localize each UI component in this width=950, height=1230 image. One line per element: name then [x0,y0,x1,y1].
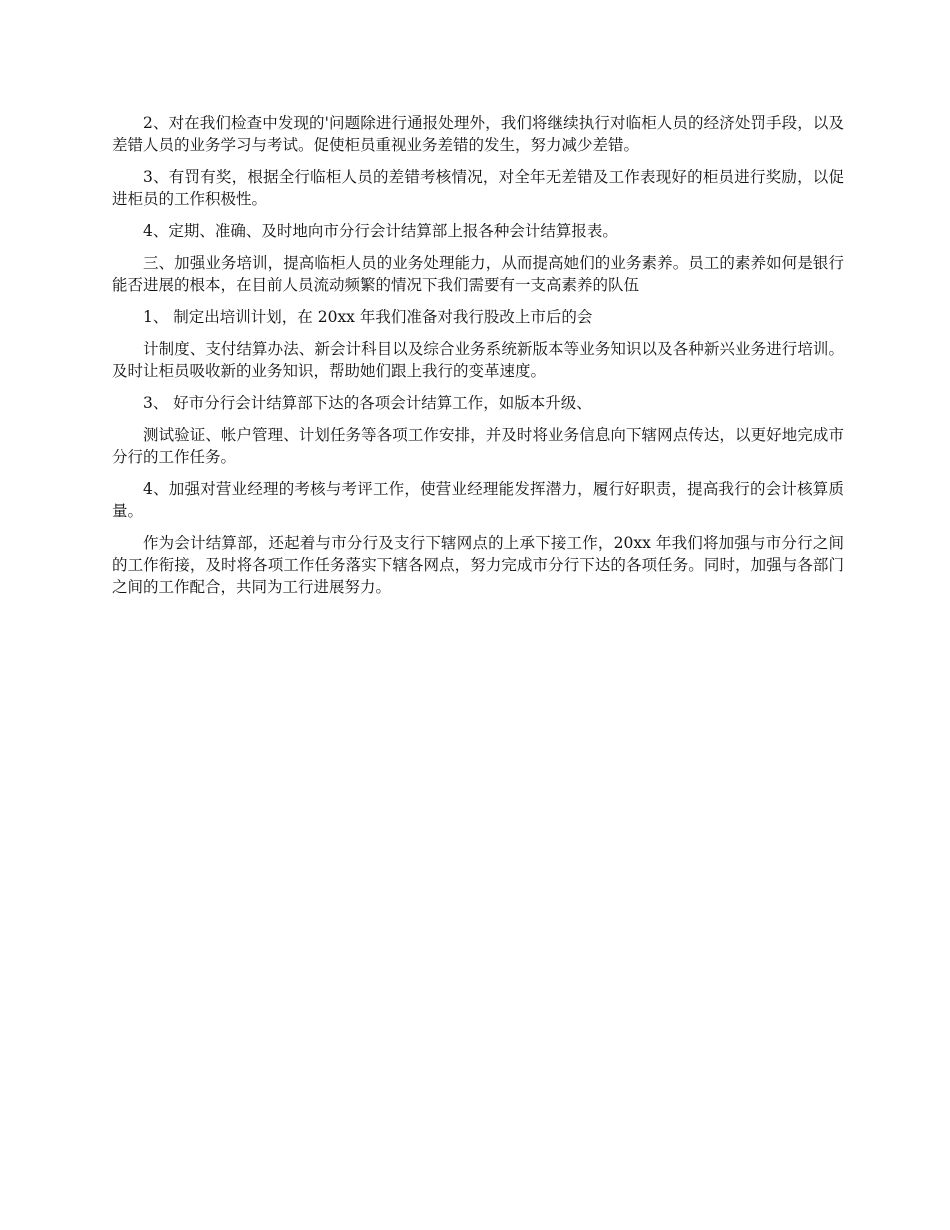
paragraph-6: 计制度、支付结算办法、新会计科目以及综合业务系统新版本等业务知识以及各种新兴业务进行培训。及时让柜员吸收新的业务知识，帮助她们跟上我行的变革速度。 [112,340,844,380]
paragraph-2: 3、有罚有奖，根据全行临柜人员的差错考核情况，对全年无差错及工作表现好的柜员进行奖励，以促进柜员的工作积极性。 [112,168,844,208]
paragraph-1: 2、对在我们检查中发现的'问题除进行通报处理外，我们将继续执行对临柜人员的经济处罚手段，以及差错人员的业务学习与考试。促使柜员重视业务差错的发生，努力减少差错。 [112,114,844,154]
document-page [112,112,844,608]
paragraph-3: 4、定期、准确、及时地向市分行会计结算部上报各种会计结算报表。 [143,222,618,240]
paragraph-5: 1、 制定出培训计划，在 20xx 年我们准备对我行股改上市后的会 [143,308,593,326]
paragraph-4: 三、加强业务培训，提高临柜人员的业务处理能力，从而提高她们的业务素养。员工的素养如何是银行能否进展的根本，在目前人员流动频繁的情况下我们需要有一支高素养的队伍 [112,254,844,294]
paragraph-9: 4、加强对营业经理的考核与考评工作，使营业经理能发挥潜力，履行好职责，提高我行的会计核算质量。 [112,480,844,520]
paragraph-8: 测试验证、帐户管理、计划任务等各项工作安排，并及时将业务信息向下辖网点传达，以更好地完成市分行的工作任务。 [112,426,844,466]
paragraph-10: 作为会计结算部，还起着与市分行及支行下辖网点的上承下接工作，20xx 年我们将加强与市分行之间的工作衔接，及时将各项工作任务落实下辖各网点，努力完成市分行下达的各项任务。同时，加强与各部门之间的工作配合，共同为工行进展努力。 [112,534,844,596]
paragraph-7: 3、 好市分行会计结算部下达的各项会计结算工作，如版本升级、 [143,394,592,412]
